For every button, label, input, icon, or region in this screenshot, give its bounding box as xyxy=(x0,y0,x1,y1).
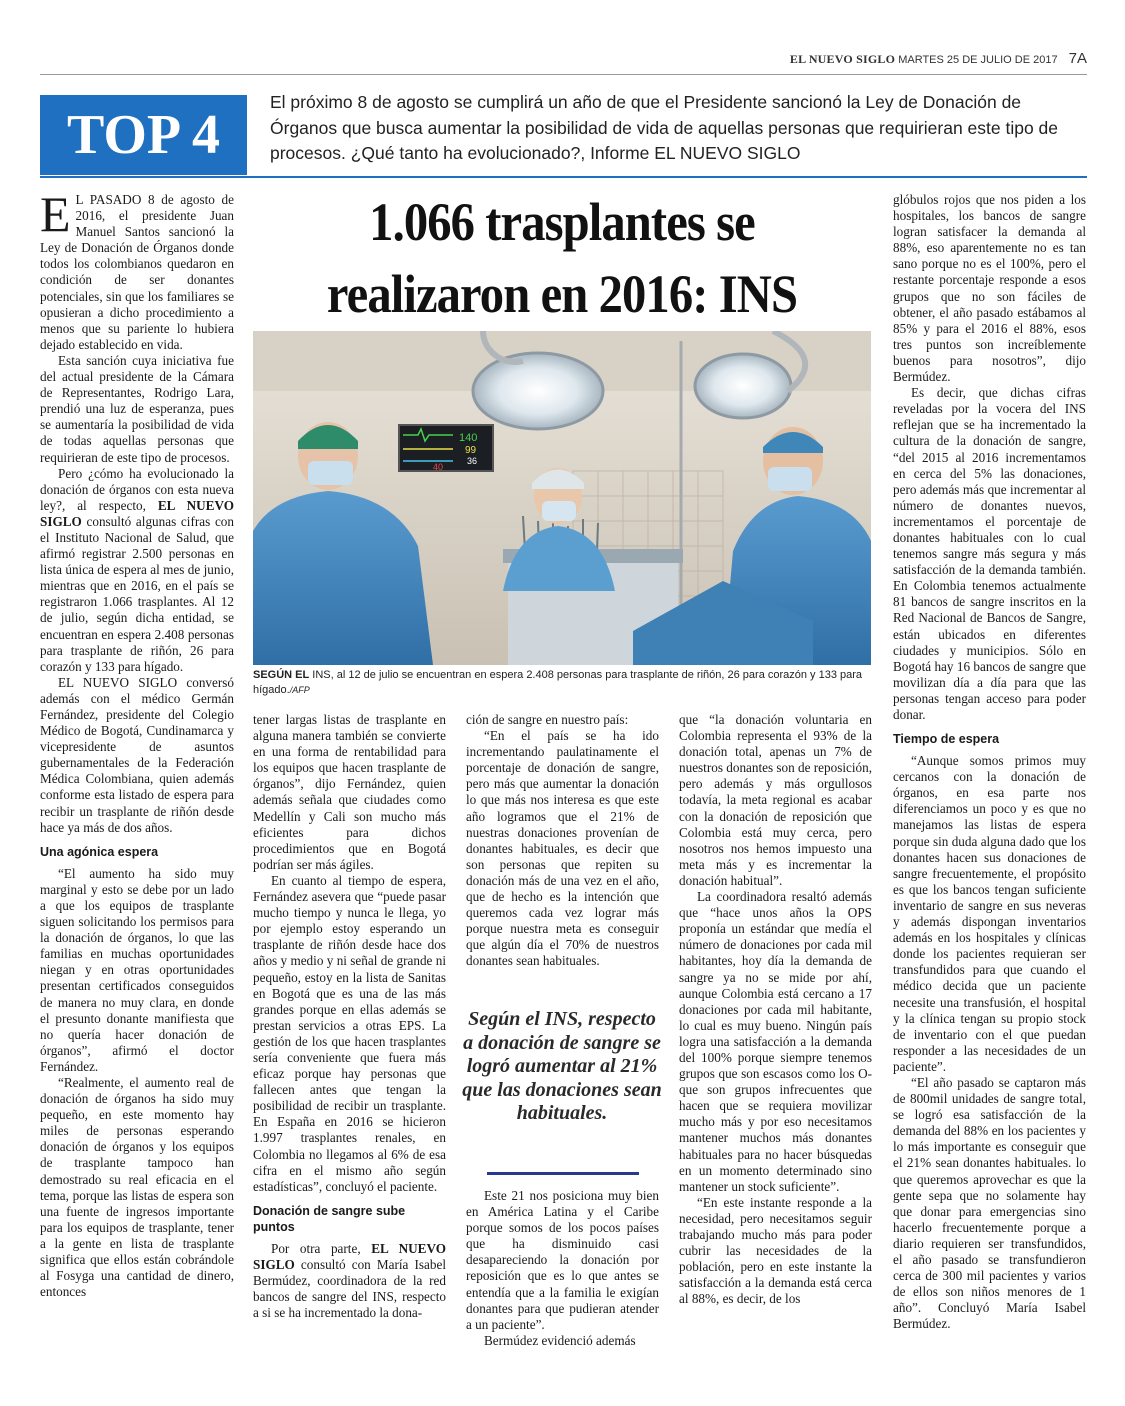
column-3-bottom xyxy=(466,1188,659,1349)
intro-text: El próximo 8 de agosto se cumplirá un año de que el Presidente sancionó la Ley de Donación de Órganos que busca aumentar la posibilidad de vida de aquellas personas que requirieran este tipo de procesos. ¿Qué tanto ha evolucionado?, Informe EL NUEVO SIGLO xyxy=(270,92,1059,163)
monitor-reading-1: 140 xyxy=(459,432,478,444)
column-3-top xyxy=(466,712,659,970)
col1-paragraph-3: Pero ¿cómo ha evolucionado la donación de órganos con esta nueva ley?, al respecto, EL NUEVO SIGLO consultó algunas cifras con el Instituto Nacional de Salud, que afirmó registrar 2.500 personas en lista única de espera al mes de junio, mientras que en 2016, en el país se registraron 1.066 trasplantes. Al 12 de julio, según dicha entidad, se encuentran en espera 2.408 personas para trasplante de riñón, 26 para corazón y 133 para hígado. xyxy=(40,465,234,674)
col2-paragraph-3: Por otra parte, EL NUEVO SIGLO consultó con María Isabel Bermúdez, coordinadora de la red bancos de sangre del INS, respecto a si se ha incrementado la dona- xyxy=(253,1240,446,1321)
col5-paragraph-2: Es decir, que dichas cifras reveladas por la vocera del INS reflejan que se ha incrementado la cultura de la donación de sangre, “del 2015 al 2016 incrementamos en cerca del 5% las donaciones, pero además más que incrementar al número de donantes nuevos, incrementamos el porcentaje de donantes habituales con lo cual tenemos sangre más segura y más satisfacción de la demanda también. En Colombia tenemos actualmente 81 bancos de sangre inscritos en la Red Nacional de Bancos de Sangre, están ubicados en diferentes ciudades y municipios. Sólo en Bogotá hay 16 bancos de sangre que movilizan día a día para que las personas tengan acceso para poder donar. xyxy=(893,385,1086,722)
col3-paragraph-3: Este 21 nos posiciona muy bien en América Latina y el Caribe porque somos de los pocos países que ha disminuido casi desapareciendo la donación por reposición que es lo que antes se entendía que a la familia le exigían donantes para que pudieran atender a un paciente”. xyxy=(466,1188,659,1332)
drop-cap: E xyxy=(40,186,71,242)
pull-quote: Según el INS, respecto a donación de sangre se logró aumentar al 21% que las donaciones sean habituales. xyxy=(462,1008,662,1124)
subhead-tiempo: Tiempo de espera xyxy=(893,732,1000,747)
col1-paragraph-6: “Realmente, el aumento real de donación de órganos ha sido muy pequeño, en este momento hay miles de personas esperando donación de órganos y los equipos de trasplante tampoco han demostrado su real eficacia en el tema, porque las listas de espera son una fuente de ingresos importante para los equipos de trasplante, tener a la gente en lista de trasplante significa que ellos están cobrándole al Fosyga una cantidad de dinero, entonces xyxy=(40,1074,234,1300)
col1-paragraph-1: L PASADO 8 de agosto de 2016, el presidente Juan Manuel Santos sancionó la Ley de Donación de Órganos donde todos los colombianos quedaron en condición de ser donantes potenciales, sin que los familiares se opusieran a dicho procedimiento a menos que su pariente lo hubiera dejado establecido en vida. xyxy=(40,192,234,352)
issue-date: MARTES 25 DE JULIO DE 2017 xyxy=(898,54,1058,66)
photo-credit: /AFP xyxy=(289,685,310,695)
col2-paragraph-2: En cuanto al tiempo de espera, Fernández asevera que “puede pasar mucho tiempo y nunca le llega, yo por ejemplo estoy esperando un trasplante de riñón desde hace dos años y medio y ni señal de grande ni pequeño, estoy en la lista de Sanitas en Bogotá que es una de las más grandes porque en ellas además se prestan servicios a otras EPS. La gestión de los que hacen trasplantes sería conveniente que fuera más eficaz porque hay personas que fallecen antes que tengan la posibilidad de recibir un trasplante. En España en 2016 se hicieron 1.997 trasplantes renales, en Colombia no llegamos al 6% de esa cifra en el mismo año según estadísticas”, concluyó el paciente. xyxy=(253,872,446,1194)
monitor-reading-2: 99 xyxy=(465,445,477,456)
section-tag: TOP 4 xyxy=(40,95,247,175)
col4-paragraph-2: La coordinadora resaltó además que “hace unos años la OPS proponía un estándar que medía el número de donaciones por cada mil habitantes, hoy día la demanda de sangre ya no se mide por ahí, aunque Colombia está cercano a 17 donaciones por cada mil habitante, lo cual es muy bueno. Ningún país logra una satisfacción a la demanda del 100% porque siempre tenemos grupos que son escasos como los O- que son grupos infrecuentes que hacen que se requiera movilizar mucho más y por eso necesitamos mantener muchos más donantes habituales para no hacer búsquedas en un momento determinado sino mantener un stock suficiente”. xyxy=(679,889,872,1194)
page-folio xyxy=(790,50,1087,67)
column-5 xyxy=(893,192,1086,1332)
col1-paragraph-5: “El aumento ha sido muy marginal y esto se debe por un lado a que los equipos de trasplante siguen solicitando los permisos para la donación de órganos, lo que las familias en muchas oportunidades niegan y en otras oportunidades presentan certificados conseguidos de manera no muy clara, en donde el presunto donante manifiesta que no quería hacer donación de órganos”, afirmó el doctor Fernández. xyxy=(40,865,234,1074)
publication-name: EL NUEVO SIGLO xyxy=(789,52,896,66)
caption-text: INS, al 12 de julio se encuentran en espera 2.408 personas para trasplante de riñón, 26 para corazón y 133 para hígado. xyxy=(253,669,863,696)
col5-paragraph-4: “El año pasado se captaron más de 800mil unidades de sangre total, se logró esa satisfacción de la demanda del 88% en los pacientes y lo más importante es conseguir que el 21% sean donantes habituales. lo que queremos aprovechar es que la gente sepa que no solamente hay que donar para emergencias sino hacerlo frecuentemente porque a diario requieren ser transfundidos, el año pasado se transfundieron cerca de 300 mil pacientes y varios de ellos son niños menores de 1 año”. Concluyó María Isabel Bermúdez. xyxy=(893,1074,1086,1332)
column-4 xyxy=(679,712,872,1307)
col1-paragraph-2: Esta sanción cuya iniciativa fue del actual presidente de la Cámara de Representantes, Rodrigo Lara, prendió una luz de esperanza, pues se aumentaría la posibilidad de vida de todas aquellas personas que requirieran de este tipo de procesos. xyxy=(40,352,234,465)
col5-paragraph-3: “Aunque somos primos muy cercanos con la donación de órganos, en esa parte nos diferenciamos un poco y es que no manejamos las listas de espera porque sin duda alguna dado que los donantes hacen sus donaciones de sangre frecuentemente, el propósito es que los bancos tengan suficiente inventario de sangre en sus neveras y además dispongan inventarios además en los hospitales y clínicas donde los pacientes requieran ser transfundidos para que cuando el médico decida que un paciente necesite una transfusión, el hospital y la clínica tengan su propio stock de inventario con el que puedan responder a las necesidades de un paciente”. xyxy=(893,753,1086,1074)
headline: 1.066 trasplantes se realizaron en 2016: INS xyxy=(326,192,798,324)
col3-paragraph-2: “En el país se ha ido incrementando paulatinamente el porcentaje de donación de sangre, pero más que aumentar la donación lo que más nos interesa es que este año logramos que el 21% de nuestras donaciones provenían de donantes habituales, es decir que son personas que repiten su donación más de una vez en el año, que de hecho es la intención que queremos cada vez lograr más porque nuestra meta es conseguir que algún día el 70% de nuestros donantes sean habituales. xyxy=(466,728,659,969)
photo-caption xyxy=(253,668,871,698)
column-1 xyxy=(40,186,234,1300)
operating-room-illustration xyxy=(253,331,871,665)
col3-paragraph-1: ción de sangre en nuestro país: xyxy=(466,712,629,727)
subhead-agonica: Una agónica espera xyxy=(40,844,159,859)
section-rule xyxy=(40,176,1087,178)
monitor-reading-4: 40 xyxy=(433,462,444,472)
column-2 xyxy=(253,712,446,1321)
col5-paragraph-1: glóbulos rojos que nos piden a los hospitales, los bancos de sangre logran satisfacer la demanda al 88%, eso aparentemente no es tan sano porque no es el 100%, pero el restante porcentaje responde a esos grupos que no son fáciles de obtener, el año pasado estábamos al 85% y para el 2016 el 88%, esos tres puntos son increíblemente buenos para nosotros”, dijo Bermúdez. xyxy=(893,192,1086,385)
surgery-photo xyxy=(253,331,871,665)
subhead-donacion: Donación de sangre sube puntos xyxy=(253,1203,406,1234)
monitor-reading-3: 36 xyxy=(467,456,478,466)
caption-lead: SEGÚN EL xyxy=(253,669,310,681)
col1-paragraph-4: EL NUEVO SIGLO conversó además con el médico Germán Fernández, presidente del Colegio Médico de Bogotá, Cundinamarca y vicepresidente de asuntos gubernamentales de la Federación Médica Colombiana, quien además conforme esta listado de espera para recibir un trasplante de riñón desde hace ya más de dos años. xyxy=(40,674,234,835)
header-rule xyxy=(40,74,1087,75)
col4-paragraph-3: “En este instante responde a la necesidad, pero necesitamos seguir trabajando mucho más para poder cubrir las necesidades de la población, pero en este instante la satisfacción a la demanda está cerca al 88%, es decir, de los xyxy=(679,1194,872,1307)
pull-quote-rule xyxy=(487,1172,639,1175)
col4-paragraph-1: que “la donación voluntaria en Colombia representa el 93% de la donación total, apenas un 7% de nuestros donantes son de reposición, pero además y más orgullosos todavía, la meta regional es acabar con la donación de reposición que Colombia está muy cerca, pero nosotros nos hemos impuesto una meta más y es incrementar la donación habitual”. xyxy=(679,712,873,888)
col2-paragraph-1: tener largas listas de trasplante en alguna manera también se convierte en una forma de rentabilidad para los equipos que hacen trasplante de órganos”, dijo Fernández, quien además señala que ciudades como Medellín y Cali son mucho más eficientes para dichos procedimientos que en Bogotá podrían ser más ágiles. xyxy=(253,712,446,872)
col3-paragraph-4: Bermúdez evidenció además xyxy=(484,1332,636,1348)
page-number: 7A xyxy=(1068,50,1087,67)
